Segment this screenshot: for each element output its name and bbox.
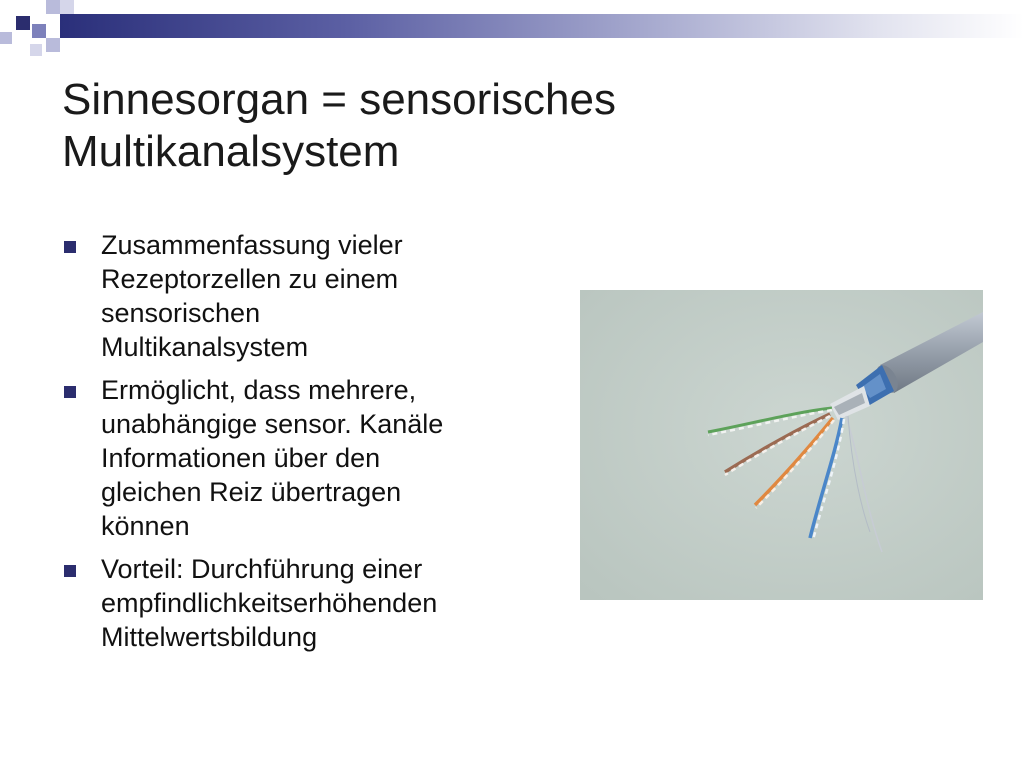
bullet-item [62,552,552,654]
bullet-line: Mittelwertsbildung [101,622,318,652]
bullet-list [62,228,552,663]
bullet-line: Rezeptorzellen zu einem [101,264,399,294]
square-bullet-icon [64,386,76,398]
bullet-item [62,228,552,364]
bullet-line: Zusammenfassung vieler [101,230,403,260]
bullet-line: Multikanalsystem [101,332,309,362]
bullet-line: Informationen über den [101,443,381,473]
bullet-line: gleichen Reiz übertragen [101,477,402,507]
header-gradient-bar [60,14,1024,38]
bullet-line: Ermöglicht, dass mehrere, [101,375,417,405]
square-bullet-icon [64,565,76,577]
square-bullet-icon [64,241,76,253]
bullet-line: können [101,511,190,541]
bullet-line: Vorteil: Durchführung einer [101,554,423,584]
bullet-line: unabhängige sensor. Kanäle [101,409,444,439]
slide-title [62,74,822,178]
cable-photo [580,290,983,600]
slide-title-line-1: Sinnesorgan = sensorisches [62,75,616,124]
slide-title-line-2: Multikanalsystem [62,127,400,176]
bullet-line: sensorischen [101,298,261,328]
bullet-item [62,373,552,543]
bullet-line: empfindlichkeitserhöhenden [101,588,438,618]
